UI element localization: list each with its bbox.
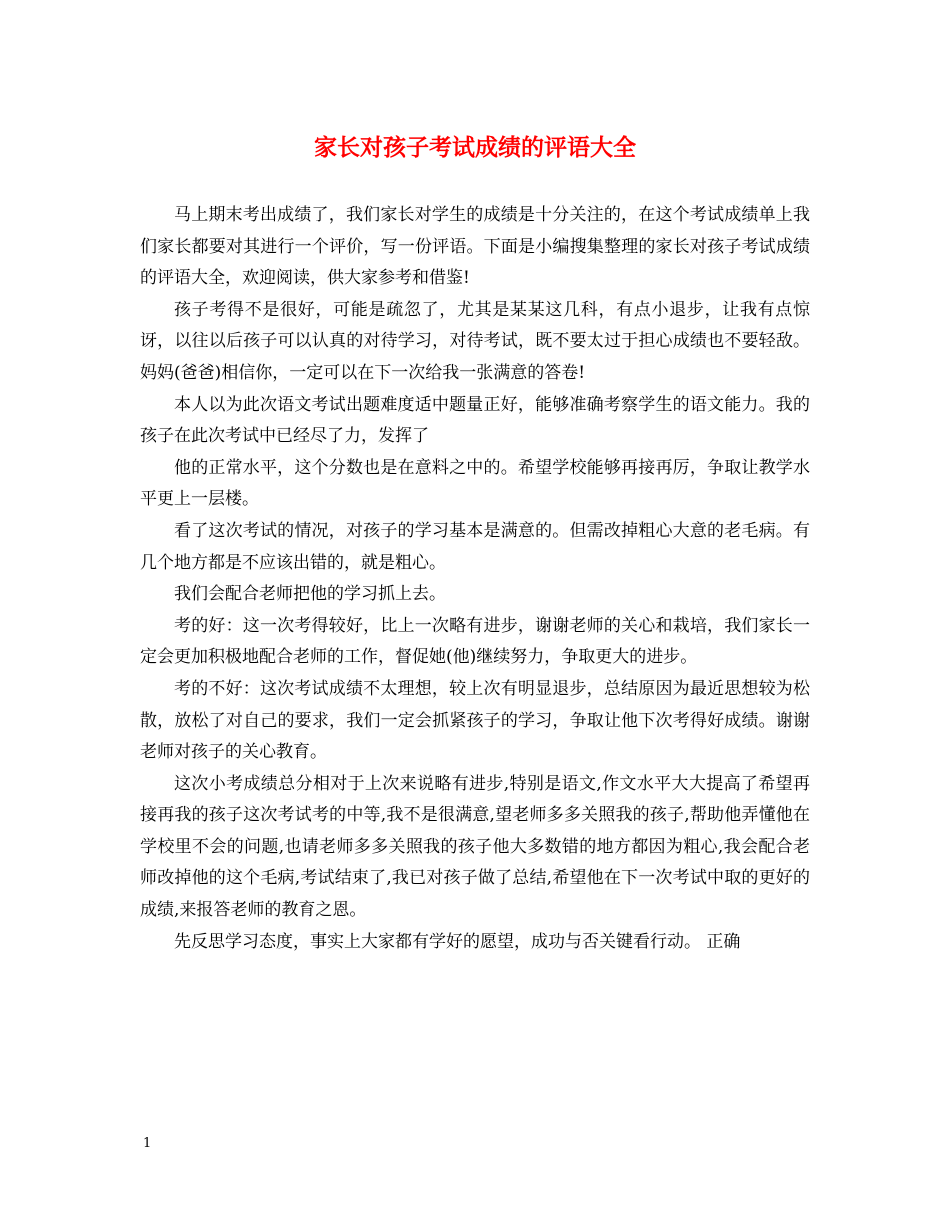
- paragraph: 马上期末考出成绩了，我们家长对学生的成绩是十分关注的，在这个考试成绩单上我们家长都要对其进行一个评价，写一份评语。下面是小编搜集整理的家长对孩子考试成绩的评语大全，欢迎阅读，供大家参考和借鉴!: [140, 205, 810, 289]
- paragraph: 考的好：这一次考得较好，比上一次略有进步，谢谢老师的关心和栽培，我们家长一定会更加积极地配合老师的工作，督促她(他)继续努力，争取更大的进步。: [140, 615, 810, 668]
- paragraph: 孩子考得不是很好，可能是疏忽了，尤其是某某这几科，有点小退步，让我有点惊讶，以往以后孩子可以认真的对待学习，对待考试，既不要太过于担心成绩也不要轻敌。妈妈(爸爸)相信你，一定可以在下一次给我一张满意的答卷!: [140, 299, 810, 383]
- paragraph: 这次小考成绩总分相对于上次来说略有进步,特别是语文,作文水平大大提高了希望再接再我的孩子这次考试考的中等,我不是很满意,望老师多多关照我的孩子,帮助他弄懂他在学校里不会的问题,也请老师多多关照我的孩子他大多数错的地方都因为粗心,我会配合老师改掉他的这个毛病,考试结束了,我已对孩子做了总结,希望他在下一次考试中取的更好的成绩,来报答老师的教育之恩。: [140, 773, 810, 921]
- paragraph: 看了这次考试的情况，对孩子的学习基本是满意的。但需改掉粗心大意的老毛病。有几个地方都是不应该出错的，就是粗心。: [140, 520, 810, 573]
- paragraph: 本人以为此次语文考试出题难度适中题量正好，能够准确考察学生的语文能力。我的孩子在此次考试中已经尽了力，发挥了: [140, 394, 810, 447]
- paragraph: 他的正常水平，这个分数也是在意料之中的。希望学校能够再接再厉，争取让教学水平更上一层楼。: [140, 457, 810, 510]
- paragraph: 先反思学习态度，事实上大家都有学好的愿望，成功与否关键看行动。 正确: [174, 931, 741, 952]
- page-title: 家长对孩子考试成绩的评语大全: [314, 134, 636, 161]
- paragraph: 考的不好：这次考试成绩不太理想，较上次有明显退步，总结原因为最近思想较为松散，放松了对自己的要求，我们一定会抓紧孩子的学习，争取让他下次考得好成绩。谢谢老师对孩子的关心教育。: [140, 678, 810, 763]
- document-body: [140, 200, 810, 958]
- paragraph: 我们会配合老师把他的学习抓上去。: [174, 584, 446, 605]
- page-number: 1: [143, 1136, 152, 1151]
